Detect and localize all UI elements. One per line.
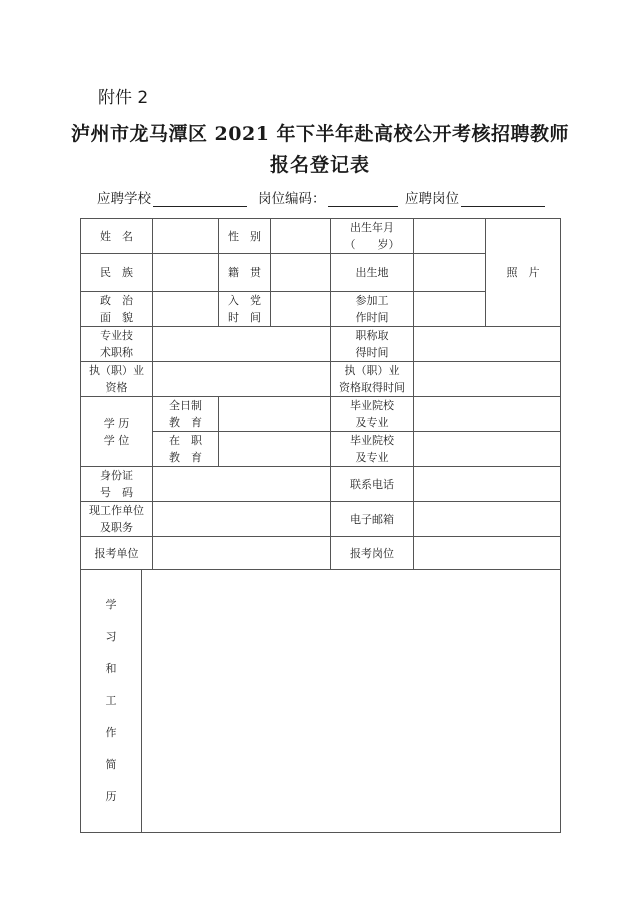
inservice-school-field[interactable] xyxy=(414,432,561,467)
qual-date-label xyxy=(331,362,414,397)
id-label-line1: 身份证 xyxy=(100,469,133,482)
title-date-label-line1: 职称取 xyxy=(355,329,389,342)
resume-field[interactable] xyxy=(142,570,561,833)
meta-school xyxy=(97,187,247,207)
education-label xyxy=(81,397,153,467)
name-field[interactable] xyxy=(153,219,219,254)
photo-box[interactable]: 照 片 xyxy=(486,219,561,327)
party-join-field[interactable] xyxy=(271,292,331,327)
school-major-label-line1: 毕业院校 xyxy=(350,399,394,412)
email-field[interactable] xyxy=(414,502,561,537)
work-start-label-line2: 作时间 xyxy=(355,311,389,324)
work-start-label xyxy=(331,292,414,327)
employer-label-line2: 及职务 xyxy=(100,521,133,534)
fulltime-school-label xyxy=(331,397,414,432)
resume-label-char: 和 xyxy=(105,662,117,675)
id-label-line2: 号 码 xyxy=(100,486,133,499)
employer-label xyxy=(81,502,153,537)
qual-date-label-line1: 执（职）业 xyxy=(344,364,400,377)
apply-post-label: 报考岗位 xyxy=(331,537,414,570)
school-major-label-line1: 毕业院校 xyxy=(350,434,394,447)
qualification-label-line2: 资格 xyxy=(105,381,128,394)
party-join-label-line1: 入 党 xyxy=(228,294,261,307)
employer-field[interactable] xyxy=(153,502,331,537)
resume-label xyxy=(81,570,142,833)
document-title: 泸州市龙马潭区 2021 年下半年赴高校公开考核招聘教师 xyxy=(70,123,570,145)
resume-label-char: 学 xyxy=(105,598,117,611)
employer-label-line1: 现工作单位 xyxy=(89,504,144,517)
fulltime-label-line1: 全日制 xyxy=(169,399,202,412)
meta-post-field[interactable] xyxy=(461,192,545,207)
meta-school-field[interactable] xyxy=(153,192,247,207)
education-label-line2: 学 位 xyxy=(103,433,130,447)
resume-label-char: 历 xyxy=(105,790,117,803)
school-major-label-line2: 及专业 xyxy=(355,451,389,464)
tech-title-field[interactable] xyxy=(153,327,331,362)
meta-post-label: 应聘岗位 xyxy=(405,191,459,207)
inservice-school-label xyxy=(331,432,414,467)
qual-date-field[interactable] xyxy=(414,362,561,397)
inservice-label xyxy=(153,432,219,467)
title-date-label xyxy=(331,327,414,362)
document-subtitle: 报名登记表 xyxy=(269,154,370,176)
political-label xyxy=(81,292,153,327)
inservice-edu-field[interactable] xyxy=(219,432,331,467)
meta-post xyxy=(405,187,545,207)
fulltime-edu-field[interactable] xyxy=(219,397,331,432)
qualification-label-line1: 执（职）业 xyxy=(89,364,144,377)
tech-title-label-line1: 专业技 xyxy=(100,329,133,342)
tech-title-label-line2: 术职称 xyxy=(100,346,133,359)
meta-post-code-field[interactable] xyxy=(328,192,398,207)
qualification-field[interactable] xyxy=(153,362,331,397)
fulltime-label xyxy=(153,397,219,432)
fulltime-label-line2: 教 育 xyxy=(169,416,202,429)
birth-field[interactable] xyxy=(414,219,486,254)
political-label-line1: 政 治 xyxy=(100,294,133,307)
gender-label: 性 别 xyxy=(219,219,271,254)
birthplace-label: 出生地 xyxy=(331,254,414,292)
native-place-field[interactable] xyxy=(271,254,331,292)
work-start-field[interactable] xyxy=(414,292,486,327)
birthplace-field[interactable] xyxy=(414,254,486,292)
meta-post-code-label: 岗位编码： xyxy=(258,191,326,207)
birth-label-line2: （ 岁） xyxy=(344,238,400,251)
birth-label-line1: 出生年月 xyxy=(350,221,394,234)
ethnicity-label: 民 族 xyxy=(81,254,153,292)
registration-form-table xyxy=(80,218,561,833)
attachment-label: 附件 2 xyxy=(98,88,149,108)
ethnicity-field[interactable] xyxy=(153,254,219,292)
phone-field[interactable] xyxy=(414,467,561,502)
birth-label xyxy=(331,219,414,254)
political-label-line2: 面 貌 xyxy=(100,311,133,324)
inservice-label-line2: 教 育 xyxy=(169,451,202,464)
resume-label-char: 工 xyxy=(105,694,117,707)
id-number-label xyxy=(81,467,153,502)
party-join-label-line2: 时 间 xyxy=(228,311,261,324)
resume-label-char: 习 xyxy=(105,630,117,643)
resume-label-char: 作 xyxy=(105,726,117,739)
work-start-label-line1: 参加工 xyxy=(355,294,389,307)
inservice-label-line1: 在 职 xyxy=(169,434,202,447)
political-field[interactable] xyxy=(153,292,219,327)
apply-post-field[interactable] xyxy=(414,537,561,570)
school-major-label-line2: 及专业 xyxy=(355,416,389,429)
party-join-label xyxy=(219,292,271,327)
gender-field[interactable] xyxy=(271,219,331,254)
title-date-label-line2: 得时间 xyxy=(355,346,389,359)
native-place-label: 籍 贯 xyxy=(219,254,271,292)
meta-school-label: 应聘学校 xyxy=(97,191,151,207)
title-date-field[interactable] xyxy=(414,327,561,362)
qualification-label xyxy=(81,362,153,397)
meta-post-code xyxy=(258,187,398,207)
apply-unit-field[interactable] xyxy=(153,537,331,570)
phone-label: 联系电话 xyxy=(331,467,414,502)
id-number-field[interactable] xyxy=(153,467,331,502)
tech-title-label xyxy=(81,327,153,362)
education-label-line1: 学 历 xyxy=(103,416,130,430)
resume-label-char: 简 xyxy=(105,758,117,771)
qual-date-label-line2: 资格取得时间 xyxy=(339,381,405,394)
name-label: 姓 名 xyxy=(81,219,153,254)
apply-unit-label: 报考单位 xyxy=(81,537,153,570)
fulltime-school-field[interactable] xyxy=(414,397,561,432)
email-label: 电子邮箱 xyxy=(331,502,414,537)
